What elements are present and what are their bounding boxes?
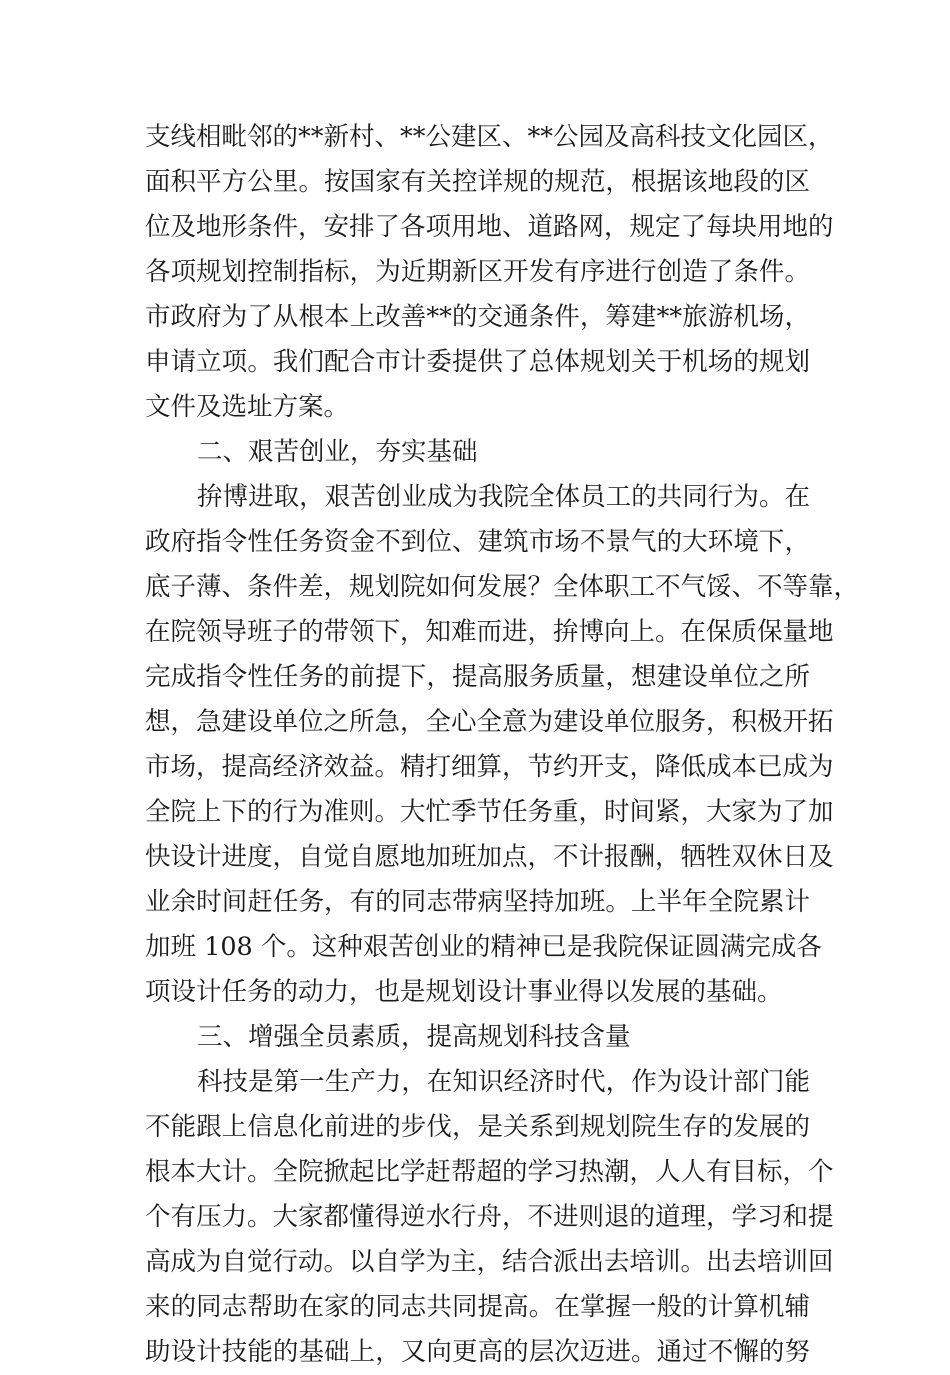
paragraph-line: 科技是第一生产力，在知识经济时代，作为设计部门能 — [197, 1067, 810, 1097]
paragraph-line: 在院领导班子的带领下，知难而进，拚博向上。在保质保量地 — [145, 617, 834, 647]
paragraph-line: 加班 108 个。这种艰苦创业的精神已是我院保证圆满完成各 — [145, 932, 822, 962]
paragraph-line: 助设计技能的基础上，又向更高的层次迈进。通过不懈的努 — [145, 1337, 810, 1367]
paragraph-line: 全院上下的行为准则。大忙季节任务重，时间紧，大家为了加 — [145, 797, 834, 827]
paragraph-line: 各项规划控制指标，为近期新区开发有序进行创造了条件。 — [145, 257, 810, 287]
paragraph-line: 快设计进度，自觉自愿地加班加点，不计报酬，牺牲双休日及 — [145, 842, 834, 872]
paragraph-line: 根本大计。全院掀起比学赶帮超的学习热潮，人人有目标，个 — [145, 1157, 834, 1187]
paragraph-line: 项设计任务的动力，也是规划设计事业得以发展的基础。 — [145, 977, 783, 1007]
paragraph-line: 完成指令性任务的前提下，提高服务质量，想建设单位之所 — [145, 662, 810, 692]
paragraph-line: 高成为自觉行动。以自学为主，结合派出去培训。出去培训回 — [145, 1247, 834, 1277]
paragraph-line: 拚博进取，艰苦创业成为我院全体员工的共同行为。在 — [197, 482, 810, 512]
document-body — [145, 115, 860, 1375]
paragraph-line: 想，急建设单位之所急，全心全意为建设单位服务，积极开拓 — [145, 707, 834, 737]
paragraph-line: 业余时间赶任务，有的同志带病坚持加班。上半年全院累计 — [145, 887, 810, 917]
paragraph-line: 申请立项。我们配合市计委提供了总体规划关于机场的规划 — [145, 347, 810, 377]
paragraph-line: 个有压力。大家都懂得逆水行舟，不进则退的道理，学习和提 — [145, 1202, 834, 1232]
paragraph-line: 位及地形条件，安排了各项用地、道路网，规定了每块用地的 — [145, 212, 834, 242]
paragraph-line: 市政府为了从根本上改善**的交通条件，筹建**旅游机场， — [145, 302, 810, 332]
paragraph-line: 底子薄、条件差，规划院如何发展？全体职工不气馁、不等靠， — [145, 572, 860, 602]
paragraph-line: 不能跟上信息化前进的步伐，是关系到规划院生存的发展的 — [145, 1112, 810, 1142]
paragraph-line: 政府指令性任务资金不到位、建筑市场不景气的大环境下， — [145, 527, 810, 557]
section-heading: 二、艰苦创业，夯实基础 — [197, 437, 478, 467]
paragraph-line: 面积平方公里。按国家有关控详规的规范，根据该地段的区 — [145, 167, 810, 197]
paragraph-line: 来的同志帮助在家的同志共同提高。在掌握一般的计算机辅 — [145, 1292, 810, 1322]
paragraph-line: 文件及选址方案。 — [145, 392, 350, 422]
section-heading: 三、增强全员素质，提高规划科技含量 — [197, 1022, 631, 1052]
paragraph-line: 支线相毗邻的**新村、**公建区、**公园及高科技文化园区， — [145, 122, 834, 152]
paragraph-line: 市场，提高经济效益。精打细算，节约开支，降低成本已成为 — [145, 752, 834, 782]
